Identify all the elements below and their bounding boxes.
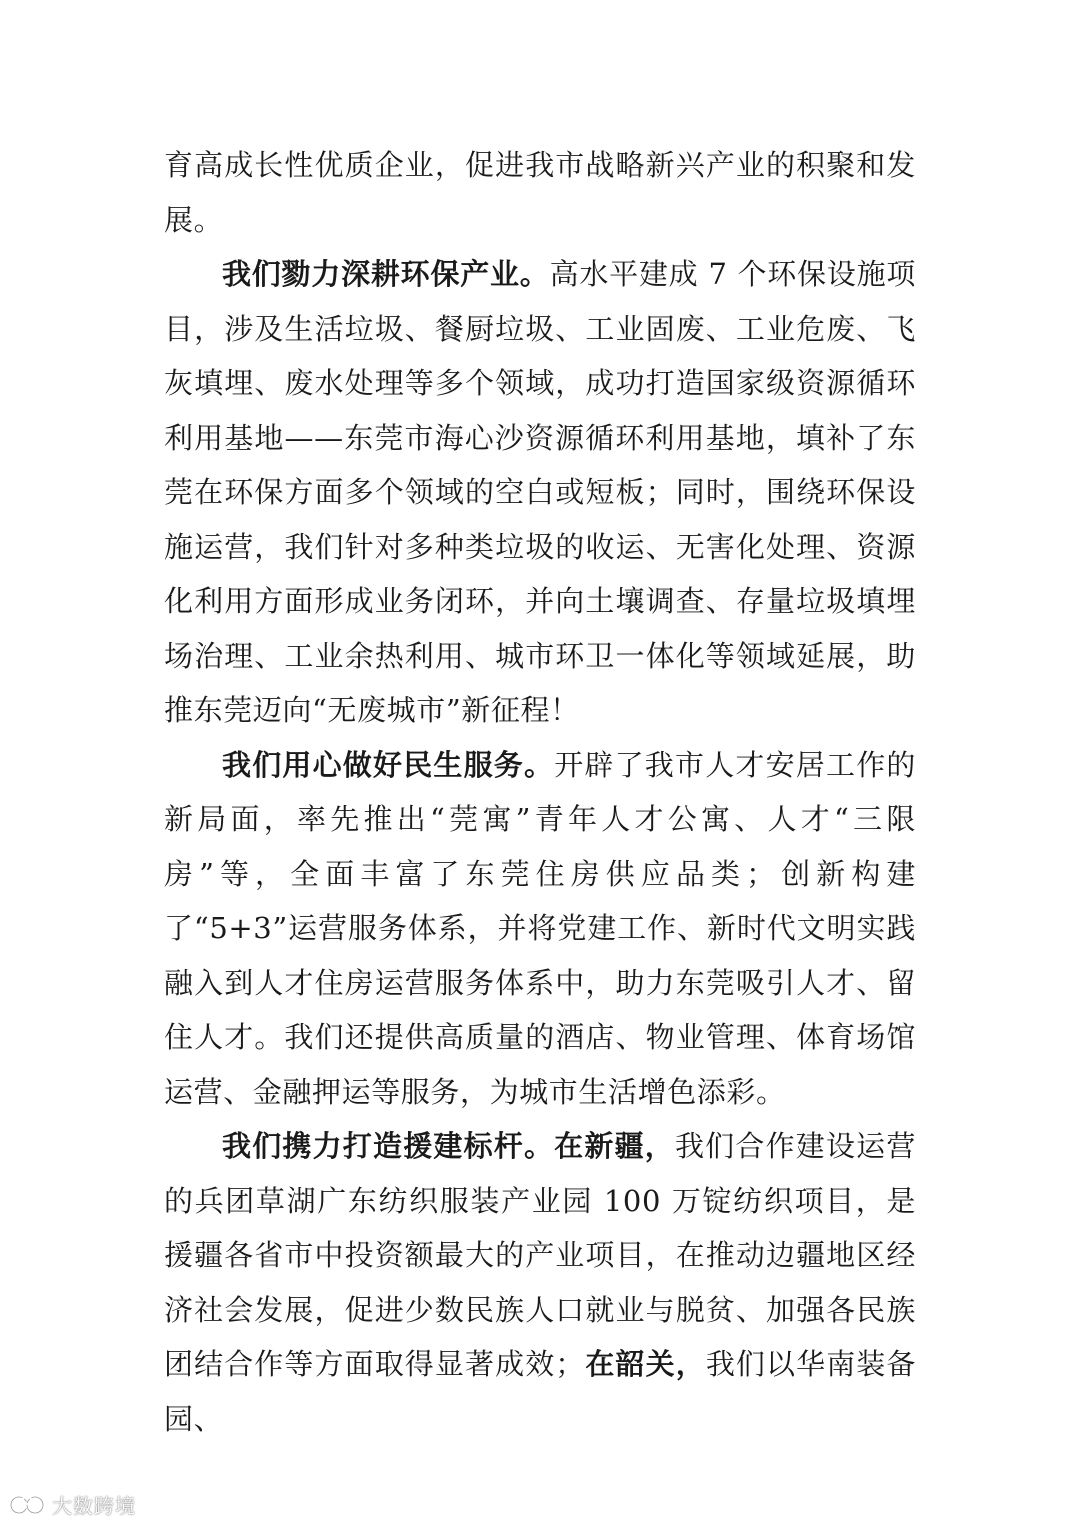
paragraph-1 (164, 138, 916, 247)
paragraph-3 (164, 738, 916, 1120)
paragraph-4 (164, 1119, 916, 1446)
paragraph-2 (164, 247, 916, 738)
cloud-logo-icon (8, 1494, 48, 1516)
watermark-text: 大数跨境 (52, 1494, 136, 1518)
paragraph-3-lead: 我们用心做好民生服务。 (222, 747, 555, 782)
paragraph-2-text: 高水平建成 7 个环保设施项目，涉及生活垃圾、餐厨垃圾、工业固废、工业危废、飞灰填埋、废水处理等多个领域，成功打造国家级资源循环利用基地——东莞市海心沙资源循环利用基地，填补了东莞在环保方面多个领域的空白或短板；同时，围绕环保设施运营，我们针对多种类垃圾的收运、无害化处理、资源化利用方面形成业务闭环，并向土壤调查、存量垃圾填埋场治理、工业余热利用、城市环卫一体化等领域延展，助推东莞迈向“无废城市”新征程！ (164, 257, 916, 727)
paragraph-2-lead: 我们勠力深耕环保产业。 (222, 257, 550, 291)
paragraph-4-lead: 我们携力打造援建标杆。在新疆， (222, 1129, 675, 1163)
paragraph-3-text: 开辟了我市人才安居工作的新局面，率先推出“莞寓”青年人才公寓、人才“三限房”等，全面丰富了东莞住房供应品类；创新构建了“5+3”运营服务体系，并将党建工作、新时代文明实践融入到人才住房运营服务体系中，助力东莞吸引人才、留住人才。我们还提供高质量的酒店、物业管理、体育场馆运营、金融押运等服务，为城市生活增色添彩。 (164, 747, 916, 1109)
watermark (8, 1490, 136, 1519)
paragraph-4-text-2: 我们以华南装备园、 (164, 1347, 917, 1436)
paragraph-1-text: 育高成长性优质企业，促进我市战略新兴产业的积聚和发展。 (164, 148, 916, 237)
paragraph-4-text: 我们合作建设运营的兵团草湖广东纺织服装产业园 100 万锭纺织项目，是援疆各省市中投资额最大的产业项目，在推动边疆地区经济社会发展，促进少数民族人口就业与脱贫、加强各民族团结合作等方面取得显著成效； (164, 1129, 916, 1381)
paragraph-4-lead-2: 在韶关， (584, 1347, 706, 1381)
document-body (164, 138, 916, 1446)
